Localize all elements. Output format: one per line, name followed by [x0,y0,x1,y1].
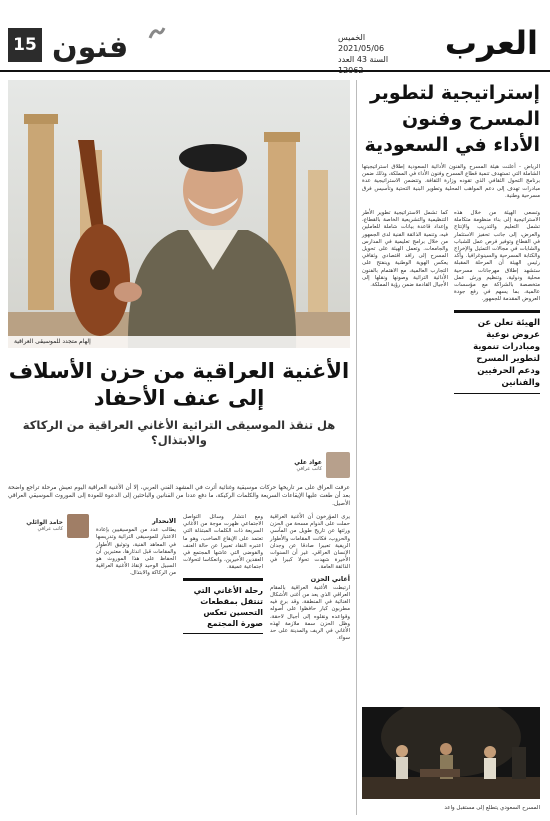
column-author-role: كاتب عراقي [37,526,63,532]
newspaper-logo: العرب [444,24,538,62]
hero-photo-caption: إلهام متجدد للموسيقى العراقية [8,336,350,348]
main-column-3 [96,514,176,642]
column-author-info [26,519,63,533]
main-subheadline: هل تنقذ الموسيقى التراثية الأغاني العراقية من الركاكة والابتذال؟ [22,418,336,447]
side-article-columns [362,210,540,400]
main-column-2 [183,514,263,642]
section-mark-icon [148,26,166,40]
side-pull-quote: الهيئة تعلن عن عروض نوعية ومبادرات تنموية لتطوير المسرح ودعم الحرفيين والفنانين [454,310,540,394]
side-article-title: إستراتيجية لتطوير المسرح وفنون الأداء في السعودية [364,82,540,156]
section-name: فنون [52,30,129,65]
main-column-2-text: ومع انتشار وسائل التواصل الاجتماعي ظهرت موجة من الأغاني السريعة ذات الكلمات المبتذلة التي تعتمد على الإيقاع الصاخب، وهو ما اعتبره النقاد تعبيرا عن حالة العنف والفوضى التي عاشها المجتمع في العقدين الأخيرين، وانعكاسا لتحولات اجتماعية عميقة. [183,514,263,571]
column-author-avatar [67,514,89,538]
main-column-3-text: يطالب عدد من الموسيقيين بإعادة الاعتبار للموسيقى التراثية وتدريسها في المعاهد الفنية، وتوثيق الأطوار والمقامات قبل اندثارها، معتبرين أن الحفاظ على هذا الموروث هو السبيل الوحيد لإنقاذ الأغنية العراقية من الركاكة والابتذال. [96,527,176,577]
author-info [294,459,322,472]
column-divider [356,80,357,815]
issue-line: السنة 43 العدد 12062 [338,55,389,75]
hero-photo [8,80,350,348]
side-column-a-text: وتسعى الهيئة من خلال هذه الاستراتيجية إلى بناء منظومة متكاملة تشمل التعليم والتدريب والإنتاج والعرض، إلى جانب تحفيز الاستثمار في القطاع وتوفير فرص عمل للشباب والشابات في مجالات التمثيل والإخراج والكتابة المسرحية والسينوغرافيا. وأكد رئيس الهيئة أن المرحلة المقبلة ستشهد إطلاق مهرجانات مسرحية محلية ودولية، وتنظيم ورش عمل متخصصة بالشراكة مع مؤسسات عالمية، بما يسهم في رفع جودة العروض المقدمة للجمهور. [454,210,540,303]
author-byline [8,452,350,478]
date-box [338,32,410,76]
author-avatar [326,452,350,478]
main-article [8,80,350,642]
main-pull-quote: رحلة الأغاني التي تنتقل بمقطعات التحسين تعكس صورة المجتمع [183,578,263,634]
stage-photo-caption: المسرح السعودي يتطلع إلى مستقبل واعد [444,805,540,811]
author-role: كاتب عراقي [296,465,322,472]
main-lede: عرفت العراق على مر تاريخها حركات موسيقية وغنائية أثرت في المشهد الفني العربي، إلا أن الأغنية العراقية اليوم تعيش مرحلة تراجع واضحة بعد أن طغت عليها الإيقاعات السريعة والكلمات الركيكة، ما دفع عددا من الفنانين والباحثين إلى الدعوة للعودة إلى الموروث الموسيقي العراقي الأصيل. [8,485,350,507]
side-column-b-text: كما تشمل الاستراتيجية تطوير الأطر التنظيمية والتشريعية الخاصة بالقطاع، وإعداد قاعدة بيانات شاملة للعاملين فيه، وتنمية الذائقة الفنية لدى الجمهور من خلال برامج تعليمية في المدارس والجامعات. وتعمل الهيئة على تحويل المسرح إلى رافد اقتصادي وثقافي يعكس الهوية الوطنية وينفتح على التجارب العالمية، مع الاهتمام بالفنون الأدائية التراثية وصونها ونقلها إلى الأجيال القادمة ضمن رؤية المملكة. [362,210,448,289]
side-article-intro: الرياض - أعلنت هيئة المسرح والفنون الأدائية السعودية إطلاق استراتيجيتها الشاملة التي تستهدف تنمية قطاع المسرح وفنون الأداء في المملكة، وذلك ضمن برنامج التحول الثقافي الذي تقوده وزارة الثقافة. وتتضمن الاستراتيجية عدة مبادرات تهدف إلى دعم المواهب المحلية وتطوير البنية التحتية وتأسيس فرق مسرحية وطنية. [362,164,540,199]
main-body-columns [8,514,350,642]
main-column-4 [9,514,89,642]
main-subheading-1: أغاني الحزن [310,574,350,583]
page-number: 15 [8,28,42,62]
main-column-1-text: يرى المؤرخون أن الأغنية العراقية حملت على الدوام مسحة من الحزن ورثتها عن تاريخ طويل من المآسي والحروب، فكانت المقامات والأطوار الريفية تعبيرا صادقا عن وجدان الإنسان العراقي. غير أن السنوات الأخيرة شهدت تحولا كبيرا في الذائقة العامة. [270,514,350,571]
date-line: الخميس 2021/05/06 [338,33,385,53]
main-headline: الأغنية العراقية من حزن الأسلاف إلى عنف الأحفاد [8,359,350,410]
side-column-a [454,210,540,400]
main-subheading-2: الانحدار [152,517,176,525]
side-column-b [362,210,448,400]
main-column-1 [270,514,350,642]
masthead [0,0,550,75]
column-author [9,514,89,538]
side-article [362,80,540,815]
stage-photo [362,707,540,799]
main-column-1b-text: ارتبطت الأغنية العراقية بالمقام العراقي الذي يعد من أغنى الأشكال الغنائية في المنطقة، وقد برع فيه مطربون كبار حافظوا على أصوله وقواعده ونقلوه إلى أجيال لاحقة، وظل الحزن سمة ملازمة لهذه الأغاني في الريف والمدينة على حد سواء. [270,584,350,642]
column-author-name: حامد الوائلي [26,518,63,526]
musician-with-oud-image [8,80,350,348]
stage-scene-image [362,707,540,799]
author-name: عواد علي [294,458,322,466]
